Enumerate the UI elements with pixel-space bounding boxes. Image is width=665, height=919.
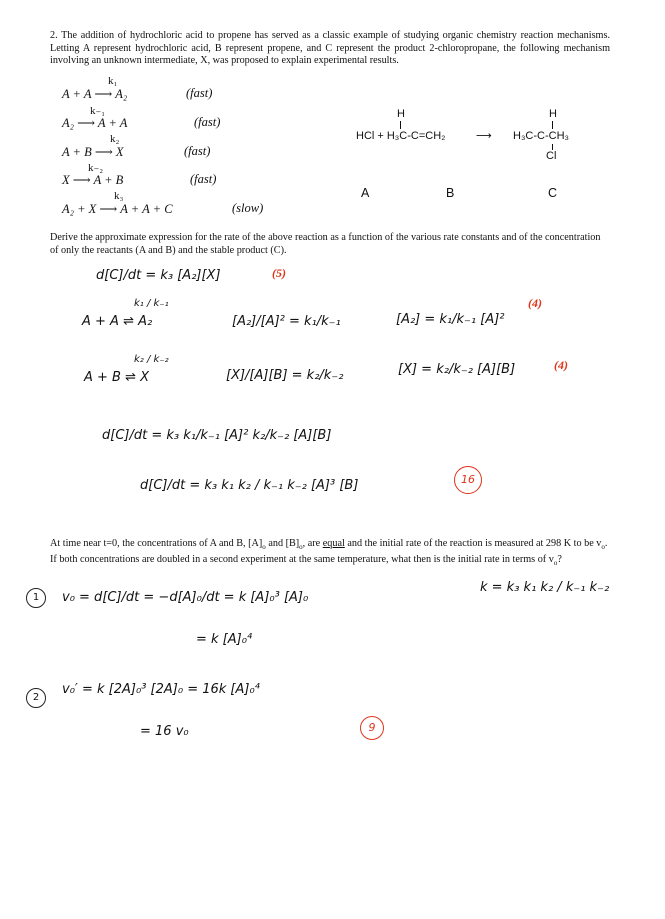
bond-line bbox=[400, 121, 401, 129]
score-mark: (4) bbox=[554, 358, 568, 372]
step-equation: A + B ⟶ X bbox=[62, 145, 124, 159]
step-equation: A₂ + X ⟶ A + A + C bbox=[62, 202, 173, 216]
step-speed: (fast) bbox=[190, 172, 217, 186]
result-b: [X] = k₂/k₋₂ [A][B] bbox=[398, 362, 516, 377]
substitution-2: d[C]/dt = k₃ k₁ k₂ / k₋₁ k₋₂ [A]³ [B] bbox=[140, 478, 359, 493]
mechanism-step-2 bbox=[62, 105, 221, 131]
step-speed: (slow) bbox=[232, 201, 264, 215]
hydrogen-label: H bbox=[397, 108, 405, 120]
rate-constant-definition: k = k₃ k₁ k₂ / k₋₁ k₋₂ bbox=[480, 580, 610, 595]
label-b: B bbox=[446, 186, 455, 200]
rate-constant: k₋₂ bbox=[88, 162, 104, 174]
ratio-b: [X]/[A][B] = k₂/k₋₂ bbox=[226, 368, 344, 383]
rate-constant: k₃ bbox=[114, 190, 124, 202]
equilibrium-b: A + B ⇌ X bbox=[84, 370, 150, 385]
mechanism-step-5 bbox=[62, 190, 264, 217]
chlorine-label: Cl bbox=[546, 150, 557, 162]
mechanism-step-1 bbox=[62, 75, 213, 102]
answer-score: 9 bbox=[368, 721, 376, 734]
score-mark: (5) bbox=[272, 266, 286, 280]
rate-constant: k₂ bbox=[110, 133, 120, 145]
label-a: A bbox=[361, 186, 370, 200]
reactants: HCl + H₃C-C=CH₂ bbox=[356, 130, 446, 142]
answer-line-2: = k [A]₀⁴ bbox=[196, 632, 253, 647]
ratio-a: [A₂]/[A]² = k₁/k₋₁ bbox=[232, 314, 341, 329]
answer-line-3: v₀′ = k [2A]₀³ [2A]₀ = 16k [A]₀⁴ bbox=[62, 682, 260, 697]
label-c: C bbox=[548, 186, 558, 200]
reaction-scheme bbox=[356, 108, 616, 208]
equilibrium-b-constants: k₂ / k₋₂ bbox=[134, 354, 169, 365]
step-equation: X ⟶ A + B bbox=[62, 173, 124, 187]
step-speed: (fast) bbox=[186, 86, 213, 100]
step-number: 2 bbox=[32, 692, 40, 703]
step-number-circle bbox=[26, 688, 46, 708]
problem-statement: 2. The addition of hydrochloric acid to propene has served as a classic example of studying organic chemistry reaction mechanisms. Letting A represent hydrochloric acid, B represent propene, and C represent the product 2-chloropropane, the following mechanism involving an unknown intermediate, X, was proposed to explain experimental results. bbox=[50, 30, 610, 66]
mechanism-step-4 bbox=[62, 162, 217, 188]
answer-line-1: v₀ = d[C]/dt = −d[A]₀/dt = k [A]₀³ [A]₀ bbox=[62, 590, 309, 605]
step-equation: A + A ⟶ A₂ bbox=[62, 87, 128, 101]
rate-constant: k₁ bbox=[108, 75, 118, 87]
total-score: 16 bbox=[461, 473, 475, 486]
answer-line-4: = 16 v₀ bbox=[140, 724, 189, 739]
equilibrium-a: A + A ⇌ A₂ bbox=[82, 314, 153, 329]
derive-instruction: Derive the approximate expression for the rate of the above reaction as a function of the various rate constants and of the concentration of only the reactants (A and B) and the stable product (C). bbox=[50, 232, 601, 256]
substitution-1: d[C]/dt = k₃ k₁/k₋₁ [A]² k₂/k₋₂ [A][B] bbox=[102, 428, 332, 443]
mechanism-step-3 bbox=[62, 133, 211, 160]
equilibrium-a-constants: k₁ / k₋₁ bbox=[134, 298, 169, 309]
bond-line bbox=[552, 121, 553, 129]
rate-law: d[C]/dt = k₃ [A₂][X] bbox=[96, 268, 221, 283]
rate-constant: k₋₁ bbox=[90, 105, 106, 117]
product: H₃C-C-CH₃ bbox=[513, 130, 570, 142]
hydrogen-label: H bbox=[549, 108, 557, 120]
answer-score-circle bbox=[360, 716, 384, 740]
arrow-icon: ⟶ bbox=[476, 130, 492, 142]
step-speed: (fast) bbox=[184, 144, 211, 158]
result-a: [A₂] = k₁/k₋₁ [A]² bbox=[396, 312, 505, 327]
step-equation: A₂ ⟶ A + A bbox=[62, 116, 128, 130]
total-score-circle bbox=[454, 466, 482, 494]
question-text: At time near t=0, the concentrations of A and B, $[A]_o$ and $[B]_o$, are equal and the initial rate of the reaction is measured at 298 K to be $v_o$. If both concentrations are doubled in a second experiment at the same temperature, what then is the initial rate in terms of $v_o$? bbox=[50, 538, 608, 567]
step-speed: (fast) bbox=[194, 115, 221, 129]
step-number-circle bbox=[26, 588, 46, 608]
step-number: 1 bbox=[32, 592, 40, 603]
score-mark: (4) bbox=[528, 296, 542, 310]
